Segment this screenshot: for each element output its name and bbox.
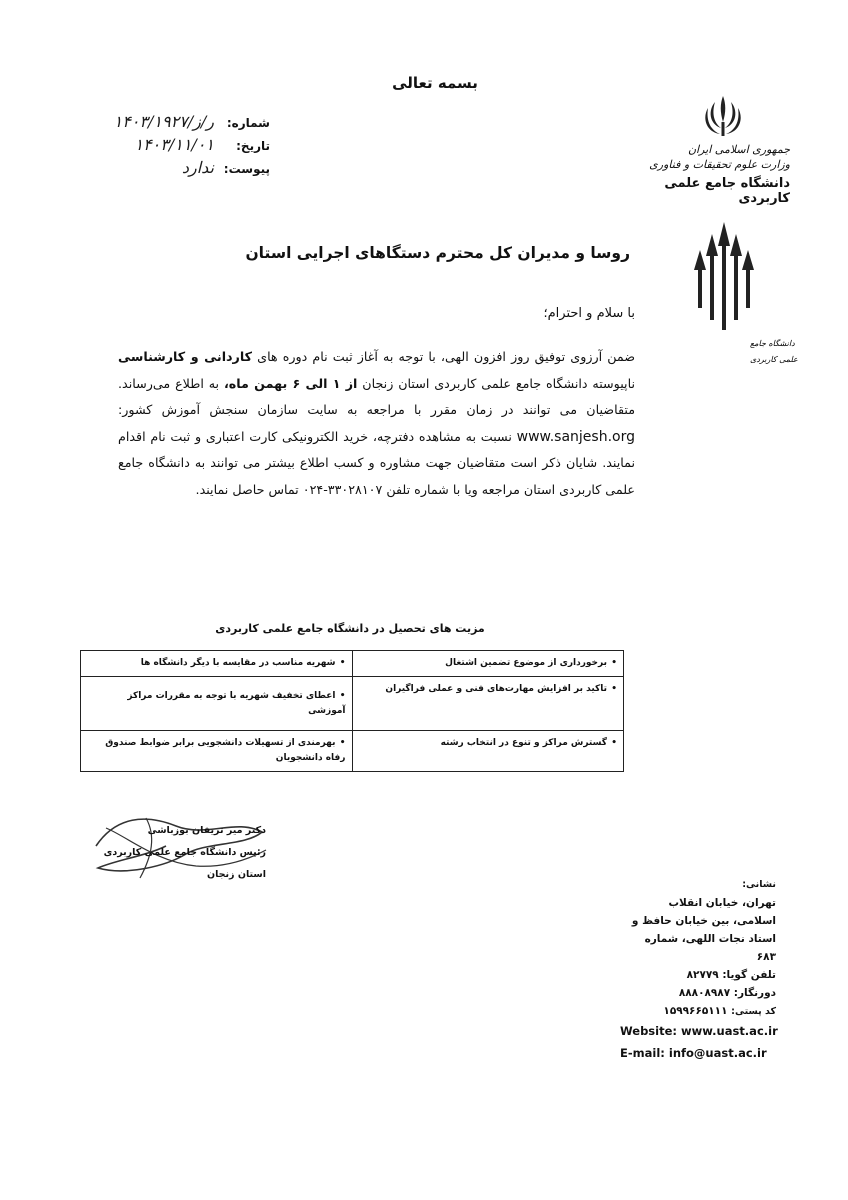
postal-row: کد پستی: ۱۵۹۹۶۶۵۱۱۱: [663, 1005, 776, 1017]
fax-row: دورنگار: ۸۸۸۰۸۹۸۷: [678, 987, 776, 999]
number-value: ۱۴۰۳/۱۹۲۷/ر/ز: [113, 112, 214, 131]
address-label: نشانی:: [742, 879, 776, 890]
table-row: [81, 651, 624, 677]
body-part-5: تماس حاصل نمایند.: [195, 481, 299, 497]
uast-website-link[interactable]: www.uast.ac.ir: [681, 1024, 778, 1038]
signer-name: دکتر میر تریفان بوزباشی: [147, 825, 266, 836]
number-label: شماره:: [226, 116, 270, 130]
date-value: ۱۴۰۳/۱۱/۰۱: [134, 135, 214, 154]
signer-title: رئیس دانشگاه جامع علمی کاربردی: [103, 847, 266, 858]
body-dates: از ۱ الی ۶ بهمن ماه،: [223, 375, 358, 391]
signature-block: [88, 820, 266, 886]
university-logo-icon: [688, 220, 760, 332]
government-lines: [640, 142, 790, 172]
number-row: [60, 112, 270, 135]
gov-line-ministry: وزارت علوم تحقیقات و فناوری: [649, 158, 790, 171]
contact-phone-number: ۰۲۴-۳۳۰۲۸۱۰۷: [302, 481, 383, 497]
benefit-cell: •اعطای تخفیف شهریه با توجه به مقررات مراکز آموزشی: [81, 677, 353, 731]
attachment-row: [60, 158, 270, 181]
bismillah-heading: بسمه تعالی: [392, 74, 478, 92]
letter-body: [118, 344, 635, 503]
attachment-value: ندارد: [181, 158, 214, 177]
address-text: تهران، خیابان انقلاب اسلامی، بین خیابان حافظ و استاد نجات اللهی، شماره ۶۸۳: [631, 897, 776, 963]
table-row: [81, 731, 624, 772]
addressee-heading: روسا و مدیران کل محترم دستگاهای اجرایی استان: [245, 244, 630, 262]
footer-contacts: [620, 1020, 795, 1064]
benefit-cell: •بهرمندی از تسهیلات دانشجویی برابر ضوابط صندوق رفاه دانشجویان: [81, 731, 353, 772]
body-part-3: به اطلاع می‌رساند. متقاضیان می توانند در زمان مقرر با مراجعه به سایت سازمان سنجش آموزش کشور:: [118, 375, 635, 417]
university-name: دانشگاه جامع علمی کاربردی: [664, 176, 790, 206]
date-label: تاریخ:: [236, 139, 270, 153]
uast-email-link[interactable]: info@uast.ac.ir: [668, 1046, 767, 1060]
body-part-1: ضمن آرزوی توفیق روز افزون الهی، با توجه به آغاز ثبت نام دوره های: [257, 349, 635, 364]
university-logo-caption: [712, 332, 798, 372]
website-row: Website: www.uast.ac.ir: [620, 1024, 778, 1038]
phone-row: تلفن گویا: ۸۲۷۷۹: [686, 969, 776, 981]
sanjesh-website-link[interactable]: www.sanjesh.org: [516, 428, 635, 445]
benefit-cell: •شهریه مناسب در مقایسه با دیگر دانشگاه ها: [81, 651, 353, 677]
benefits-table: [80, 650, 624, 772]
email-row: E-mail: info@uast.ac.ir: [620, 1046, 767, 1060]
logo-caption-line1: دانشگاه جامع: [750, 339, 795, 348]
attachment-label: پیوست:: [223, 162, 270, 176]
benefit-cell: •گسترش مراکز و تنوع در انتخاب رشته: [352, 731, 624, 772]
date-row: [60, 135, 270, 158]
logo-caption-line2: علمی کاربردی: [750, 355, 798, 364]
signer-province: استان زنجان: [206, 869, 266, 880]
greeting: با سلام و احترام؛: [543, 306, 635, 321]
table-row: [81, 677, 624, 731]
letter-meta: [60, 112, 270, 181]
benefit-cell: •تاکید بر افزایش مهارت‌های فنی و عملی فراگیران: [352, 677, 624, 731]
gov-line-republic: جمهوری اسلامی ایران: [687, 143, 790, 156]
body-part-4: نسبت به مشاهده دفترچه، خرید الکترونیکی کارت اعتباری و ثبت نام اقدام نمایند. شایان ذکر است متقاضیان جهت مشاوره و کسب اطلاع بیشتر می توانند به دانشگاه جامع علمی کاربردی استان مراجعه ویا با شماره تلفن: [118, 428, 635, 497]
body-part-2: ناپیوسته دانشگاه جامع علمی کاربردی استان زنجان: [362, 375, 635, 391]
benefit-cell: •برخورداری از موضوع تضمین اشتغال: [352, 651, 624, 677]
body-programs: کاردانی و کارشناسی: [118, 349, 252, 364]
benefits-title: مزیت های تحصیل در دانشگاه جامع علمی کاربردی: [215, 622, 485, 635]
footer-address: [628, 876, 776, 1021]
iran-emblem-icon: [700, 92, 746, 140]
